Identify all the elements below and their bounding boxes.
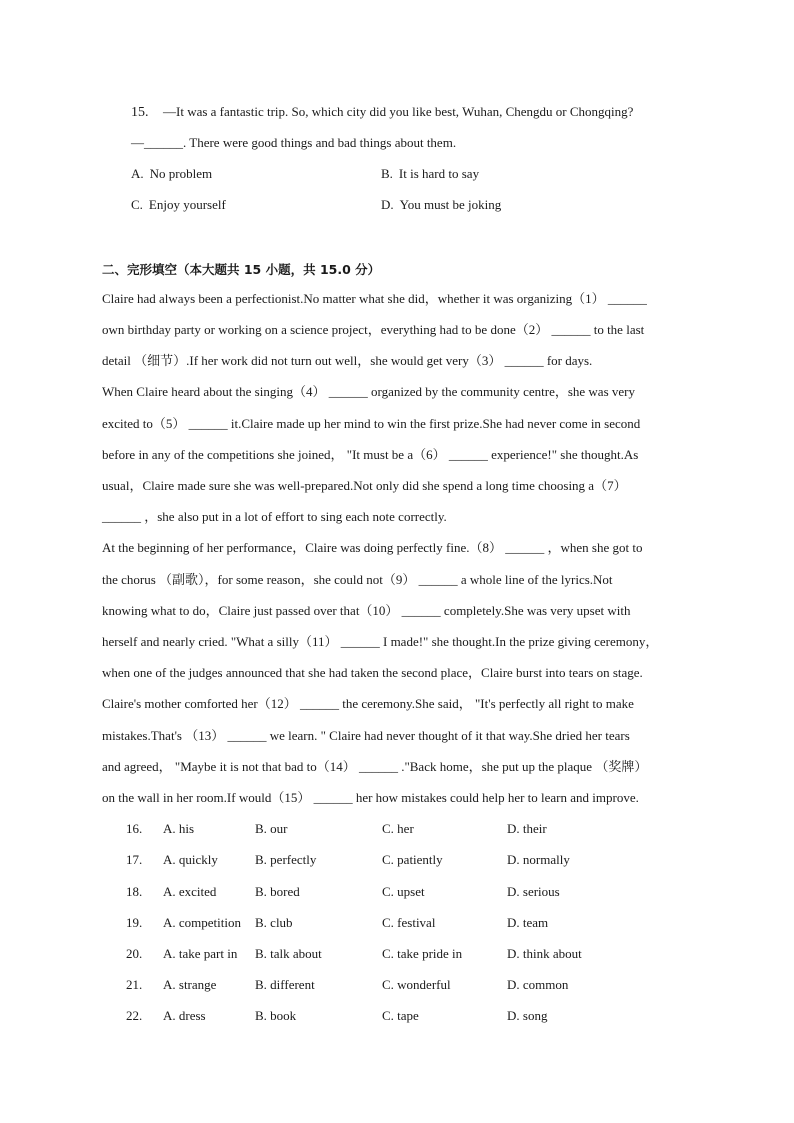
- passage-line: At the beginning of her performance，Claire was doing perfectly fine.（8） ______ ，when she got to: [102, 540, 643, 555]
- option-text: Enjoy yourself: [148, 197, 226, 212]
- passage-line: on the wall in her room.If would（15） ______ her how mistakes could help her to learn and improve.: [102, 790, 639, 805]
- choice-a[interactable]: A. his: [163, 821, 195, 836]
- choice-d[interactable]: D. common: [507, 977, 569, 992]
- option-letter: C.: [131, 197, 143, 212]
- choice-d[interactable]: D. think about: [507, 946, 582, 961]
- choice-c[interactable]: C. her: [382, 821, 414, 836]
- passage-line: usual，Claire made sure she was well-prepared.Not only did she spend a long time choosing a（7）: [102, 478, 627, 493]
- choice-c[interactable]: C. take pride in: [382, 946, 463, 961]
- choice-d[interactable]: D. team: [507, 915, 549, 930]
- choice-d[interactable]: D. their: [507, 821, 547, 836]
- passage-line: before in any of the competitions she joined， "It must be a（6） ______ experience!" she thought.As: [102, 447, 639, 462]
- choice-c[interactable]: C. wonderful: [382, 977, 451, 992]
- passage-line: mistakes.That's （13） ______ we learn. " Claire had never thought of it that way.She dried her tears: [102, 728, 630, 743]
- choice-a[interactable]: A. excited: [163, 884, 217, 899]
- choice-c[interactable]: C. tape: [382, 1008, 419, 1023]
- choice-b[interactable]: B. bored: [255, 884, 300, 899]
- choice-number: 22.: [126, 1008, 143, 1023]
- option-letter: A.: [131, 166, 144, 181]
- option-letter: B.: [381, 166, 393, 181]
- option-text: It is hard to say: [398, 166, 480, 181]
- choice-number: 21.: [126, 977, 143, 992]
- choice-b[interactable]: B. book: [255, 1008, 297, 1023]
- choice-a[interactable]: A. dress: [163, 1008, 206, 1023]
- passage-line: ______ ，she also put in a lot of effort to sing each note correctly.: [102, 509, 447, 524]
- passage-line: When Claire heard about the singing（4） ______ organized by the community centre，she was very: [102, 384, 635, 399]
- choice-number: 20.: [126, 946, 143, 961]
- choice-d[interactable]: D. serious: [507, 884, 560, 899]
- choice-b[interactable]: B. talk about: [255, 946, 322, 961]
- question-text: —It was a fantastic trip. So, which city did you like best, Wuhan, Chengdu or Chongqing?: [163, 104, 634, 119]
- passage-line: and agreed， "Maybe it is not that bad to（14） ______ ."Back home，she put up the plaque （奖牌）: [102, 759, 648, 774]
- question-15-reply: —______. There were good things and bad things about them.: [131, 135, 457, 150]
- choice-number: 17.: [126, 852, 143, 867]
- passage-line: the chorus （副歌），for some reason，she could not（9） ______ a whole line of the lyrics.Not: [102, 572, 613, 587]
- passage-line: Claire's mother comforted her（12） ______ the ceremony.She said， "It's perfectly all right to make: [102, 696, 634, 711]
- passage-line: detail （细节）.If her work did not turn out well，she would get very（3） ______ for days.: [102, 353, 593, 368]
- choice-b[interactable]: B. club: [255, 915, 293, 930]
- choice-number: 16.: [126, 821, 143, 836]
- passage-line: knowing what to do，Claire just passed over that（10） ______ completely.She was very upset with: [102, 603, 631, 618]
- option-text: No problem: [149, 166, 213, 181]
- choice-b[interactable]: B. our: [255, 821, 288, 836]
- choice-c[interactable]: C. patiently: [382, 852, 443, 867]
- choice-d[interactable]: D. normally: [507, 852, 570, 867]
- choice-c[interactable]: C. festival: [382, 915, 436, 930]
- question-15-stem: [131, 104, 633, 121]
- option-b[interactable]: [381, 166, 479, 182]
- passage-line: Claire had always been a perfectionist.No matter what she did，whether it was organizing（1） ______: [102, 291, 647, 306]
- choice-number: 18.: [126, 884, 143, 899]
- choice-d[interactable]: D. song: [507, 1008, 548, 1023]
- section-title: 二、完形填空（本大题共 15 小题，共 15.0 分）: [102, 262, 381, 277]
- option-text: You must be joking: [399, 197, 502, 212]
- question-number: 15.: [131, 105, 149, 120]
- choice-a[interactable]: A. strange: [163, 977, 217, 992]
- choice-a[interactable]: A. take part in: [163, 946, 238, 961]
- option-d[interactable]: [381, 197, 501, 213]
- option-a[interactable]: [131, 166, 212, 182]
- option-letter: D.: [381, 197, 394, 212]
- choice-number: 19.: [126, 915, 143, 930]
- choice-b[interactable]: B. perfectly: [255, 852, 317, 867]
- choice-b[interactable]: B. different: [255, 977, 315, 992]
- choice-a[interactable]: A. quickly: [163, 852, 218, 867]
- choice-a[interactable]: A. competition: [163, 915, 241, 930]
- passage-line: excited to（5） ______ it.Claire made up her mind to win the first prize.She had never come in second: [102, 416, 641, 431]
- passage-line: when one of the judges announced that she had taken the second place，Claire burst into tears on stage.: [102, 665, 643, 680]
- passage-line: herself and nearly cried. "What a silly（11） ______ I made!" she thought.In the prize giving ceremony，: [102, 634, 659, 649]
- choice-c[interactable]: C. upset: [382, 884, 425, 899]
- passage-line: own birthday party or working on a science project，everything had to be done（2） ______ to the last: [102, 322, 645, 337]
- option-c[interactable]: [131, 197, 226, 213]
